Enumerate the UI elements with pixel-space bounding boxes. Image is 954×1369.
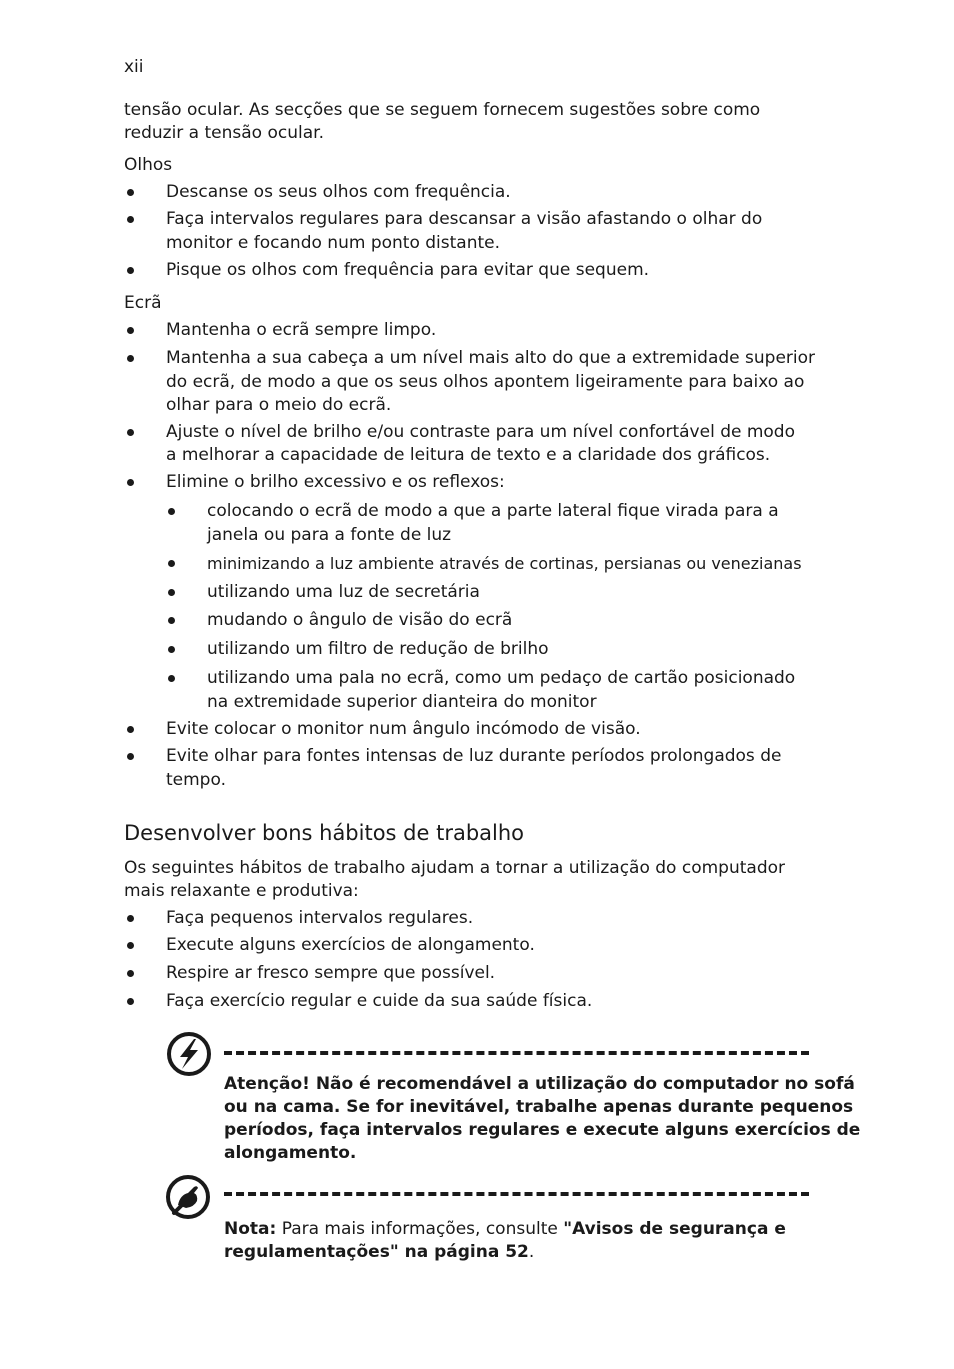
- warning-line: períodos, faça intervalos regulares e execute alguns exercícios de: [224, 1120, 861, 1140]
- list-item-text: tempo.: [166, 770, 226, 790]
- bullet-icon: [127, 726, 134, 733]
- note-hand-icon: [164, 1173, 210, 1219]
- sub-list-item-text: na extremidade superior dianteira do monitor: [207, 692, 597, 712]
- list-item-text: Elimine o brilho excessivo e os reflexos:: [166, 472, 505, 492]
- bullet-icon: [127, 970, 134, 977]
- list-item-text: Ajuste o nível de brilho e/ou contraste para um nível confortável de modo: [166, 422, 795, 442]
- bullet-icon: [127, 479, 134, 486]
- bullet-icon: [127, 327, 134, 334]
- note-line-2: [224, 1241, 534, 1264]
- list-item-text: Pisque os olhos com frequência para evitar que sequem.: [166, 260, 650, 280]
- bullet-icon: [168, 589, 175, 596]
- bullet-icon: [127, 429, 134, 436]
- list-item-text: monitor e focando num ponto distante.: [166, 233, 501, 253]
- list-item-text: Faça intervalos regulares para descansar a visão afastando o olhar do: [166, 209, 763, 229]
- list-item-text: Mantenha a sua cabeça a um nível mais alto do que a extremidade superior: [166, 348, 816, 368]
- list-item-text: Mantenha o ecrã sempre limpo.: [166, 320, 437, 340]
- sub-list-item-text: utilizando um filtro de redução de brilho: [207, 639, 549, 659]
- list-item-text: Evite colocar o monitor num ângulo incómodo de visão.: [166, 719, 641, 739]
- screen-title: Ecrã: [124, 293, 162, 313]
- list-item-text: Respire ar fresco sempre que possível.: [166, 963, 496, 983]
- bullet-icon: [127, 355, 134, 362]
- divider: [224, 1051, 809, 1055]
- warning-line: Atenção! Não é recomendável a utilização do computador no sofá: [224, 1074, 855, 1094]
- list-item-text: do ecrã, de modo a que os seus olhos apontem ligeiramente para baixo ao: [166, 372, 805, 392]
- habits-intro-line-1: Os seguintes hábitos de trabalho ajudam a tornar a utilização do computador: [124, 858, 785, 878]
- list-item-text: olhar para o meio do ecrã.: [166, 395, 392, 415]
- habits-intro-line-2: mais relaxante e produtiva:: [124, 881, 359, 901]
- warning-line: alongamento.: [224, 1143, 357, 1163]
- list-item-text: Evite olhar para fontes intensas de luz durante períodos prolongados de: [166, 746, 782, 766]
- intro-line-2: reduzir a tensão ocular.: [124, 123, 324, 143]
- sub-list-item-text: utilizando uma luz de secretária: [207, 582, 480, 602]
- warning-line: ou na cama. Se for inevitável, trabalhe apenas durante pequenos: [224, 1097, 854, 1117]
- note-label: Nota:: [224, 1219, 277, 1239]
- page-number: xii: [124, 57, 144, 77]
- list-item-text: Descanse os seus olhos com frequência.: [166, 182, 511, 202]
- bullet-icon: [127, 267, 134, 274]
- intro-line-1: tensão ocular. As secções que se seguem fornecem sugestões sobre como: [124, 100, 761, 120]
- list-item-text: Faça pequenos intervalos regulares.: [166, 908, 474, 928]
- note-text: Para mais informações, consulte: [276, 1219, 564, 1239]
- list-item-text: a melhorar a capacidade de leitura de texto e a claridade dos gráficos.: [166, 445, 771, 465]
- note-end: .: [528, 1242, 535, 1262]
- note-link[interactable]: "Avisos de segurança e: [563, 1219, 786, 1239]
- list-item-text: Faça exercício regular e cuide da sua saúde física.: [166, 991, 593, 1011]
- bullet-icon: [127, 216, 134, 223]
- bullet-icon: [168, 617, 175, 624]
- bullet-icon: [168, 560, 175, 567]
- sub-list-item-text: janela ou para a fonte de luz: [207, 525, 452, 545]
- note-link[interactable]: regulamentações" na página 52: [224, 1242, 529, 1262]
- warning-lightning-icon: [166, 1031, 212, 1077]
- bullet-icon: [127, 189, 134, 196]
- bullet-icon: [168, 675, 175, 682]
- bullet-icon: [127, 998, 134, 1005]
- sub-list-item-text: mudando o ângulo de visão do ecrã: [207, 610, 513, 630]
- note-line-1: [224, 1218, 786, 1241]
- bullet-icon: [127, 753, 134, 760]
- sub-list-item-text: utilizando uma pala no ecrã, como um pedaço de cartão posicionado: [207, 668, 796, 688]
- bullet-icon: [168, 646, 175, 653]
- list-item-text: Execute alguns exercícios de alongamento.: [166, 935, 535, 955]
- sub-list-item-text: minimizando a luz ambiente através de cortinas, persianas ou venezianas: [207, 554, 802, 573]
- sub-list-item-text: colocando o ecrã de modo a que a parte lateral fique virada para a: [207, 501, 779, 521]
- bullet-icon: [168, 508, 175, 515]
- eyes-title: Olhos: [124, 155, 173, 175]
- divider: [224, 1192, 809, 1196]
- bullet-icon: [127, 942, 134, 949]
- section-heading: Desenvolver bons hábitos de trabalho: [124, 821, 525, 845]
- bullet-icon: [127, 915, 134, 922]
